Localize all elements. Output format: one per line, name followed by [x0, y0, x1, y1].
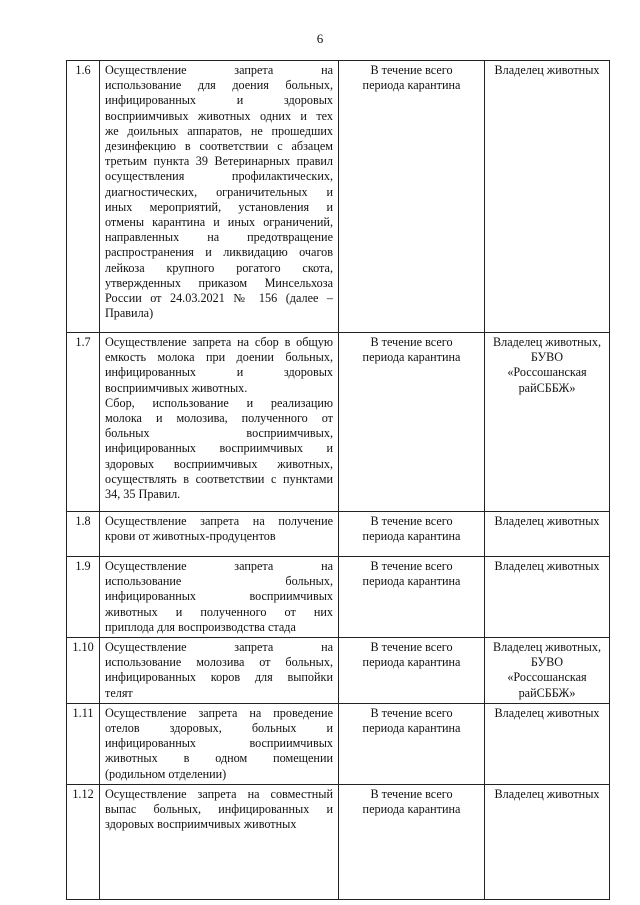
- responsible-cell: [485, 61, 610, 333]
- term-line: В течение всего: [370, 786, 453, 801]
- measure-cell: [100, 333, 339, 512]
- page-number: 6: [316, 31, 324, 46]
- measure-line: животных в одном помещении: [105, 751, 333, 766]
- responsible-line: Владелец животных: [494, 63, 600, 77]
- responsible-line: райСББЖ»: [518, 685, 576, 700]
- term-line: периода карантина: [362, 574, 461, 589]
- measure-line: животных и полученного от них: [105, 604, 333, 619]
- term-cell: [339, 61, 485, 333]
- measure-line: инфицированных коров для выпойки: [105, 670, 333, 685]
- term-line: В течение всего: [370, 63, 453, 77]
- term-line: периода карантина: [362, 78, 461, 93]
- measure-line: использование больных,: [105, 574, 333, 589]
- measure-line: использование молозива от больных,: [105, 655, 333, 670]
- measure-line: использование для доения больных,: [105, 78, 333, 93]
- measure-line: Правила): [105, 306, 154, 321]
- measure-line: дезинфекцию в соответствии с абзацем: [105, 139, 333, 154]
- responsible-cell: [485, 512, 610, 557]
- row-number: 1.7: [67, 333, 100, 512]
- measures-table: [66, 60, 610, 900]
- measure-line: Осуществление запрета на получение: [105, 514, 333, 528]
- term-cell: [339, 638, 485, 704]
- term-line: периода карантина: [362, 655, 461, 670]
- responsible-cell: [485, 557, 610, 638]
- table-row: [67, 703, 610, 784]
- term-line: В течение всего: [370, 559, 453, 573]
- responsible-cell: [485, 784, 610, 899]
- measure-line: Осуществление запрета на проведение: [105, 705, 333, 720]
- measure-line: 34, 35 Правил.: [105, 487, 181, 502]
- table-row: [67, 61, 610, 333]
- measure-line: больных восприимчивых,: [105, 426, 333, 441]
- responsible-line: Владелец животных: [494, 559, 600, 573]
- term-cell: [339, 784, 485, 899]
- measure-line: Осуществление запрета на сбор в общую: [105, 335, 333, 349]
- measure-line: выпас больных, инфицированных и: [105, 802, 333, 817]
- measure-line: России от 24.03.2021 № 156 (далее –: [105, 291, 333, 306]
- row-number: 1.9: [67, 557, 100, 638]
- measure-line: осуществления профилактических,: [105, 169, 333, 184]
- measure-line: инфицированных восприимчивых: [105, 736, 333, 751]
- term-cell: [339, 512, 485, 557]
- measure-line: распространения и ликвидацию очагов: [105, 245, 333, 260]
- term-cell: [339, 333, 485, 512]
- measure-line: Осуществление запрета на: [105, 559, 333, 573]
- row-number: 1.8: [67, 512, 100, 557]
- measure-line: третьим пункта 39 Ветеринарных правил: [105, 154, 333, 169]
- measure-line: отелов здоровых, больных и: [105, 721, 333, 736]
- measure-line: инфицированных и здоровых: [105, 93, 333, 108]
- measure-line: крови от животных-продуцентов: [105, 529, 276, 544]
- measure-cell: [100, 638, 339, 704]
- measure-line: иных мероприятий, установления и: [105, 199, 333, 214]
- measure-line: молока и молозива, полученного от: [105, 411, 333, 426]
- term-line: В течение всего: [370, 335, 453, 349]
- responsible-cell: [485, 638, 610, 704]
- term-line: В течение всего: [370, 640, 453, 655]
- measure-line: инфицированных восприимчивых и: [105, 441, 333, 456]
- term-line: В течение всего: [370, 514, 453, 528]
- measure-line: здоровых восприимчивых животных: [105, 817, 297, 832]
- table-row: [67, 333, 610, 512]
- term-line: В течение всего: [370, 705, 453, 720]
- responsible-line: «Россошанская: [507, 670, 587, 685]
- term-cell: [339, 557, 485, 638]
- table-row: [67, 784, 610, 899]
- measures-table-body: [67, 61, 610, 900]
- term-cell: [339, 703, 485, 784]
- measure-line: диагностических, ограничительных и: [105, 184, 333, 199]
- measure-line: восприимчивых животных.: [105, 380, 248, 395]
- responsible-cell: [485, 333, 610, 512]
- measure-line: утвержденных приказом Минсельхоза: [105, 275, 333, 290]
- measure-line: же доильных аппаратов, не прошедших: [105, 123, 333, 138]
- measure-line: осуществлять в соответствии с пунктами: [105, 471, 333, 486]
- measure-line: отмены карантина и иных ограничений,: [105, 215, 333, 230]
- measure-cell: [100, 703, 339, 784]
- responsible-line: «Россошанская: [507, 365, 587, 380]
- measure-line: Осуществление запрета на: [105, 640, 333, 655]
- responsible-line: БУВО: [530, 350, 564, 365]
- responsible-line: Владелец животных: [494, 705, 600, 720]
- row-number: 1.6: [67, 61, 100, 333]
- responsible-line: БУВО: [530, 655, 564, 670]
- measure-cell: [100, 557, 339, 638]
- responsible-line: райСББЖ»: [518, 380, 576, 395]
- term-line: периода карантина: [362, 350, 461, 365]
- row-number: 1.10: [67, 638, 100, 704]
- term-line: периода карантина: [362, 802, 461, 817]
- measure-line: Сбор, использование и реализацию: [105, 395, 333, 410]
- table-row: [67, 638, 610, 704]
- term-line: периода карантина: [362, 721, 461, 736]
- measure-line: инфицированных и здоровых: [105, 365, 333, 380]
- measure-line: (родильном отделении): [105, 766, 227, 781]
- measure-line: восприимчивых животных одних и тех: [105, 108, 333, 123]
- row-number: 1.12: [67, 784, 100, 899]
- table-row: [67, 557, 610, 638]
- table-row: [67, 512, 610, 557]
- measure-cell: [100, 784, 339, 899]
- measure-line: телят: [105, 685, 133, 700]
- measure-line: Осуществление запрета на совместный: [105, 786, 333, 801]
- responsible-line: Владелец животных,: [492, 335, 601, 349]
- measure-cell: [100, 512, 339, 557]
- measure-line: инфицированных восприимчивых: [105, 589, 333, 604]
- measure-line: приплода для воспроизводства стада: [105, 619, 296, 634]
- measure-line: здоровых восприимчивых животных,: [105, 456, 333, 471]
- row-number: 1.11: [67, 703, 100, 784]
- responsible-line: Владелец животных: [494, 786, 600, 801]
- responsible-cell: [485, 703, 610, 784]
- measure-line: направленных на предотвращение: [105, 230, 333, 245]
- measure-line: емкость молока при доении больных,: [105, 350, 333, 365]
- measure-cell: [100, 61, 339, 333]
- measure-line: Осуществление запрета на: [105, 63, 333, 77]
- term-line: периода карантина: [362, 529, 461, 544]
- measure-line: лейкоза крупного рогатого скота,: [105, 260, 333, 275]
- responsible-line: Владелец животных,: [492, 640, 601, 655]
- responsible-line: Владелец животных: [494, 514, 600, 528]
